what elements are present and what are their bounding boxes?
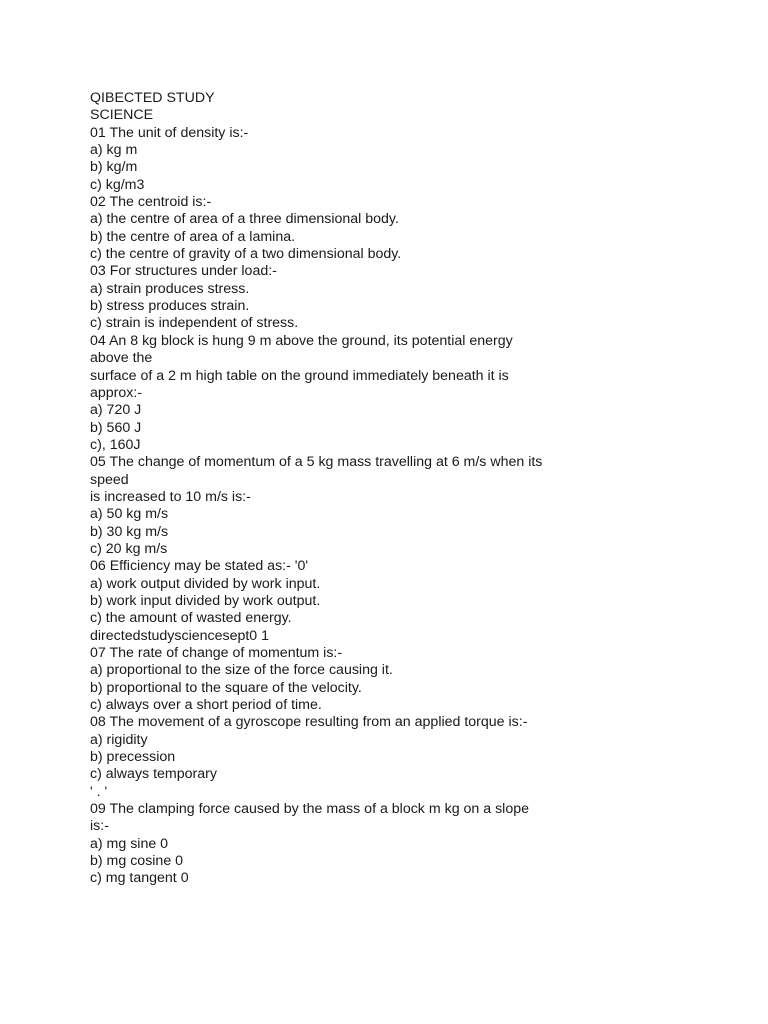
answer-option: a) rigidity: [90, 731, 148, 748]
question-06: 06 Efficiency may be stated as:- '0': [90, 558, 309, 575]
answer-option: b) 560 J: [90, 419, 142, 436]
answer-option: b) stress produces strain.: [90, 298, 250, 315]
answer-option: b) 30 kg m/s: [90, 523, 169, 540]
doc-title: QIBECTED STUDY: [90, 90, 215, 106]
answer-option: b) mg cosine 0: [90, 853, 184, 870]
question-03: 03 For structures under load:-: [90, 263, 277, 280]
answer-option: a) strain produces stress.: [90, 280, 250, 297]
answer-option: a) kg m: [90, 142, 138, 159]
question-08: 08 The movement of a gyroscope resulting from an applied torque is:-: [90, 714, 528, 731]
answer-option: c) mg tangent 0: [90, 870, 189, 887]
answer-option: c) the centre of gravity of a two dimensional body.: [90, 246, 402, 263]
answer-option: b) work input divided by work output.: [90, 592, 321, 609]
question-04-continued: above the: [90, 350, 153, 367]
answer-option: a) the centre of area of a three dimensional body.: [90, 211, 399, 228]
stray-marks: ' . ': [90, 783, 108, 800]
answer-option: c) 20 kg m/s: [90, 540, 168, 557]
answer-option: a) 720 J: [90, 402, 142, 419]
answer-option: c), 160J: [90, 436, 141, 453]
page-footer-text: directedstudysciencesept0 1: [90, 627, 270, 644]
answer-option: a) mg sine 0: [90, 835, 169, 852]
answer-option: c) strain is independent of stress.: [90, 315, 299, 332]
doc-subtitle: SCIENCE: [90, 107, 154, 124]
answer-option: b) kg/m: [90, 159, 138, 176]
document-page: [90, 90, 750, 888]
question-01: 01 The unit of density is:-: [90, 124, 249, 141]
question-05-continued: is increased to 10 m/s is:-: [90, 488, 251, 505]
answer-option: b) proportional to the square of the velocity.: [90, 679, 362, 696]
answer-option: c) the amount of wasted energy.: [90, 610, 292, 627]
answer-option: a) work output divided by work input.: [90, 575, 321, 592]
question-09: 09 The clamping force caused by the mass of a block m kg on a slope: [90, 801, 530, 818]
question-05: 05 The change of momentum of a 5 kg mass travelling at 6 m/s when its: [90, 454, 543, 471]
answer-option: c) kg/m3: [90, 176, 145, 193]
answer-option: c) always temporary: [90, 766, 217, 783]
question-04-continued: approx:-: [90, 384, 143, 401]
answer-option: c) always over a short period of time.: [90, 697, 322, 714]
question-09-continued: is:-: [90, 818, 109, 835]
answer-option: b) precession: [90, 749, 176, 766]
question-07: 07 The rate of change of momentum is:-: [90, 645, 343, 661]
question-04: 04 An 8 kg block is hung 9 m above the ground, its potential energy: [90, 332, 513, 349]
question-04-continued: surface of a 2 m high table on the ground immediately beneath it is: [90, 367, 509, 384]
question-05-continued: speed: [90, 471, 129, 488]
answer-option: a) 50 kg m/s: [90, 506, 169, 523]
question-02: 02 The centroid is:-: [90, 194, 212, 211]
answer-option: a) proportional to the size of the force causing it.: [90, 662, 393, 679]
answer-option: b) the centre of area of a lamina.: [90, 228, 296, 245]
